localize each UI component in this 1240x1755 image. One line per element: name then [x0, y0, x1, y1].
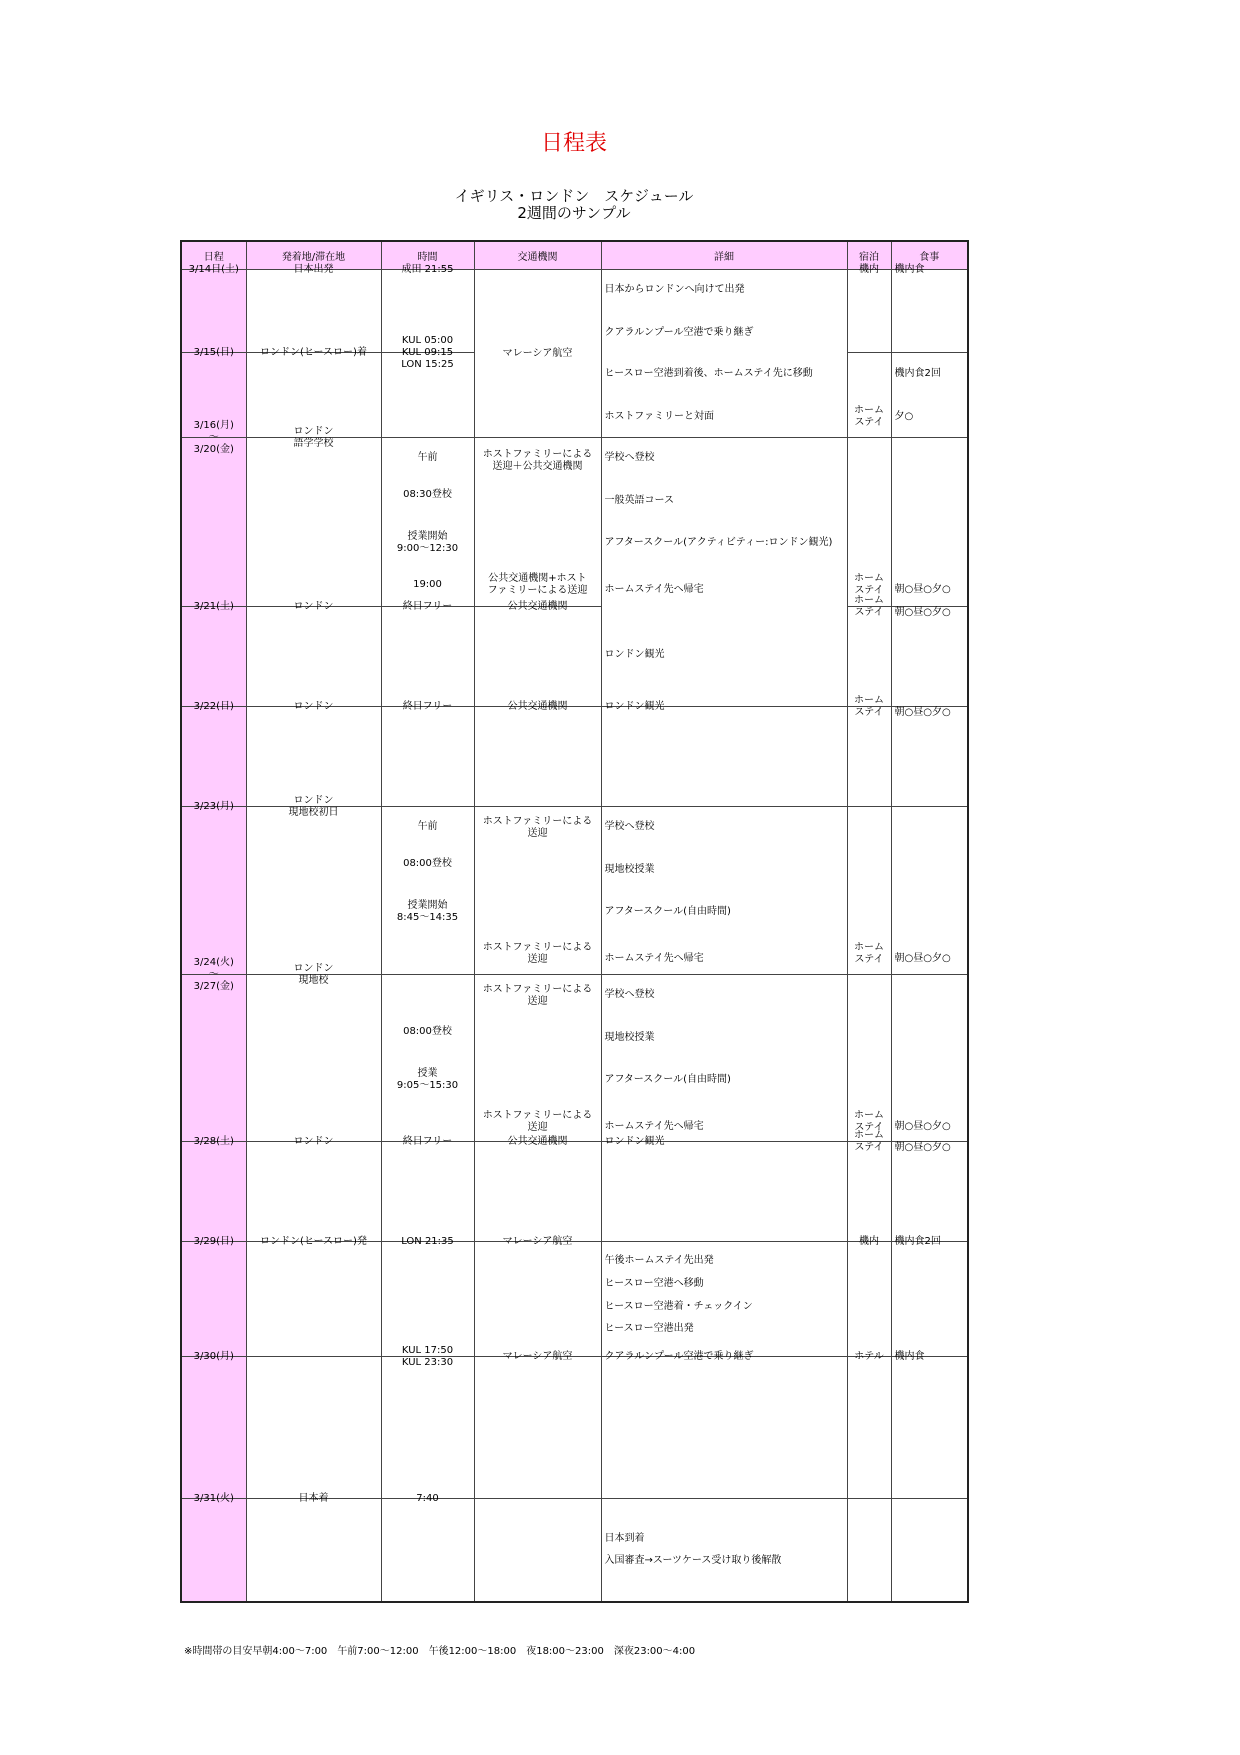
meal-cell: 朝○昼○夕○ [894, 1121, 951, 1132]
details-cell: ロンドン観光 [604, 1136, 665, 1147]
detail-line: クアラルンプール空港で乗り継ぎ [604, 327, 754, 338]
place-cell: ロンドン 現地校 [293, 963, 334, 986]
lodging-cell: ホーム ステイ [854, 695, 884, 718]
details-cell: 学校へ登校 一般英語コース アフタースクール(アクティビティー:ロンドン観光) ホームステイ先へ帰宅 ロンドン観光 [604, 452, 833, 660]
transport-cell: 公共交通機関 [507, 701, 568, 712]
transport-cell: マレーシア航空 [502, 347, 573, 359]
date-cell: 3/24(火) ～ 3/27(金) [193, 957, 234, 992]
header-place: 発着地/滞在地 [246, 241, 381, 270]
transport-cell: 公共交通機関 [507, 600, 568, 612]
schedule-table [180, 240, 969, 1603]
time-cell [382, 335, 474, 371]
header-meal: 食事 [891, 241, 968, 270]
date-cell: 3/23(月) [193, 801, 234, 812]
table-row: 3/31(火) 日本着 7:40 日本到着 入国審査→スーツケース受け取り後解散 [181, 1499, 968, 1602]
detail-line: ヒースロー空港到着後、ホームステイ先に移動 [604, 368, 813, 379]
lodging-cell: 機内 [859, 264, 879, 275]
meal-cell: 機内食 [894, 1351, 925, 1362]
place-cell: 日本出発 [293, 264, 334, 275]
details-cell: クアラルンプール空港で乗り継ぎ [604, 1351, 754, 1362]
time-cell: 終日フリー [402, 701, 453, 712]
time-line: LON 15:25 [401, 359, 454, 371]
lodging-cell: ホテル [854, 1351, 884, 1362]
table-row [181, 1142, 968, 1242]
date-cell: 3/31(火) [193, 1493, 234, 1504]
meal-cell: 機内食 [894, 264, 925, 275]
transport-cell: マレーシア航空 [502, 1236, 573, 1247]
table-row [181, 1357, 968, 1499]
place-cell: ロンドン [293, 701, 334, 712]
detail-line: ホストファミリーと対面 [604, 411, 714, 422]
table-row: 3/24(火) ～ 3/27(金) ロンドン 現地校 08:00登校 授業 9:05～15:30 ホストファミリーによる 送迎 ホストファミリーによる 送迎 学校へ登校 現地校授業 アフタースクール(自由時間) ホームステイ先へ帰宅 ホーム ステイ 朝○昼○夕○ [181, 975, 968, 1142]
lodging-line: ステイ [854, 417, 884, 429]
time-cell: LON 21:35 [401, 1236, 454, 1247]
meal-cell: 朝○昼○夕○ [894, 953, 951, 964]
date-cell: 3/15(日) [193, 347, 234, 359]
transport-cell: マレーシア航空 [502, 1351, 573, 1362]
header-time: 時間 [381, 241, 474, 270]
date-cell: 3/21(土) [193, 600, 234, 612]
table-row: 3/23(月) ロンドン 現地校初日 午前 08:00登校 授業開始 8:45～14:35 ホストファミリーによる 送迎 ホストファミリーによる 送迎 学校へ登校 現地校授業 アフタースクール(自由時間) ホームステイ先へ帰宅 ホーム ステイ 朝○昼○夕○ [181, 807, 968, 975]
lodging-cell: ホーム ステイ [854, 1130, 884, 1153]
time-cell: 終日フリー [402, 600, 453, 612]
time-cell: 成田 21:55 [401, 264, 454, 275]
table-row [181, 270, 968, 353]
lodging-cell: ホーム ステイ [854, 594, 884, 618]
table-row: 3/16(月) ～ 3/20(金) ロンドン 語学学校 午前 08:30登校 授業開始 9:00～12:30 19:00 ホストファミリーによる 送迎＋公共交通機関 公共交通機関+ホスト ファミリーによる送迎 学校へ登校 一般英語コース アフタースクール(アクティビティー:ロンドン観光) ホームステイ先へ帰宅 ロンドン観光 ホーム ステイ 朝○昼○夕○ [181, 438, 968, 607]
transport-cell: 公共交通機関 [507, 1136, 568, 1147]
meal-line: 夕○ [894, 411, 914, 423]
place-cell: ロンドン 語学学校 [293, 426, 334, 449]
table-row: 3/29(日) ロンドン(ヒースロー)発 LON 21:35 マレーシア航空 午後ホームステイ先出発 ヒースロー空港へ移動 ヒースロー空港着・チェックイン ヒースロー空港出発 機内 機内食2回 [181, 1242, 968, 1357]
time-line: KUL 09:15 [401, 347, 454, 359]
details-cell [602, 270, 847, 437]
date-cell: 3/16(月) ～ 3/20(金) [193, 420, 234, 455]
detail-line: 日本からロンドンへ向けて出発 [604, 284, 745, 295]
time-cell: KUL 17:50 KUL 23:30 [401, 1345, 454, 1368]
header-details: 詳細 [601, 241, 847, 270]
header-transport: 交通機関 [474, 241, 601, 270]
date-cell: 3/29(日) [193, 1236, 234, 1247]
place-cell: ロンドン(ヒースロー)着 [260, 347, 367, 359]
time-cell: 7:40 [416, 1493, 439, 1504]
meal-line: 機内食2回 [894, 368, 941, 380]
place-cell: ロンドン [293, 600, 334, 612]
date-cell: 3/28(土) [193, 1136, 234, 1147]
lodging-line: ホーム [854, 405, 884, 417]
meal-cell: 機内食2回 [894, 1236, 941, 1247]
place-cell: ロンドン 現地校初日 [288, 795, 339, 818]
meal-cell: 朝○昼○夕○ [894, 1142, 951, 1153]
meal-cell: 朝○昼○夕○ [894, 584, 951, 595]
place-cell: 日本着 [298, 1493, 329, 1504]
header-lodging: 宿泊 [847, 241, 891, 270]
subtitle-line2: 2週間のサンプル [517, 204, 631, 222]
lodging-cell: 機内 [859, 1236, 879, 1247]
details-cell: ロンドン観光 [604, 701, 665, 712]
date-cell: 3/14日(土) [188, 264, 239, 275]
meal-cell: 朝○昼○夕○ [894, 606, 951, 618]
footnote: ※時間帯の目安早朝4:00～7:00 午前7:00～12:00 午後12:00～18:00 夜18:00～23:00 深夜23:00～4:00 [184, 1646, 696, 1657]
date-cell: 3/22(日) [193, 701, 234, 712]
time-cell: 終日フリー [402, 1136, 453, 1147]
time-line: KUL 05:00 [401, 335, 454, 347]
place-cell: ロンドン(ヒースロー)発 [260, 1236, 367, 1247]
date-cell: 3/30(月) [193, 1351, 234, 1362]
table-row [181, 707, 968, 807]
page-title: 日程表 [540, 131, 607, 156]
table-row [181, 606, 968, 706]
header-date: 日程 [181, 241, 246, 270]
meal-cell: 朝○昼○夕○ [894, 707, 951, 718]
subtitle-line1: イギリス・ロンドン スケジュール [454, 187, 694, 205]
place-cell: ロンドン [293, 1136, 334, 1147]
